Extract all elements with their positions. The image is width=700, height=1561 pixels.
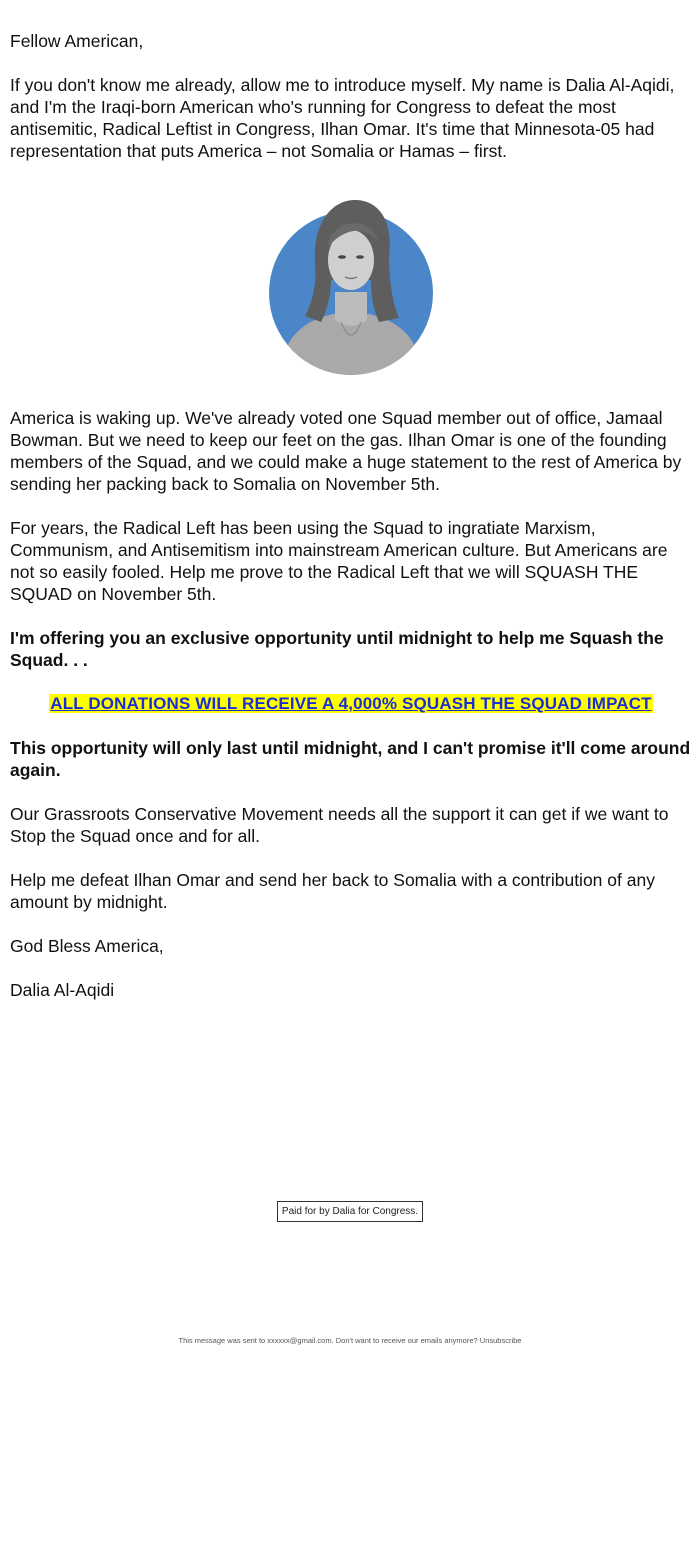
grassroots-paragraph: Our Grassroots Conservative Movement needs all the support it can get if we want to Stop the Squad once and for all. [10,804,669,846]
unsubscribe-link[interactable]: Unsubscribe [479,1336,522,1345]
sent-notice-text: This message was sent to xxxxxx@gmail.com. Don't want to receive our emails anymore? [178,1336,478,1345]
email-body [10,30,692,1023]
candidate-portrait [269,196,433,376]
donation-cta-container [10,693,692,715]
exclusive-offer-text: I'm offering you an exclusive opportunity until midnight to help me Squash the Squad. . . [10,628,664,670]
signoff: God Bless America, [10,936,164,956]
footer-notice [0,1336,700,1346]
greeting: Fellow American, [10,31,144,51]
contribution-paragraph: Help me defeat Ilhan Omar and send her back to Somalia with a contribution of any amount by midnight. [10,870,655,912]
waking-up-paragraph: America is waking up. We've already voted one Squad member out of office, Jamaal Bowman. But we need to keep our feet on the gas. Ilhan Omar is one of the founding members of the Squad, and we could make a huge statement to the rest of America by sending her packing back to Somalia on November 5th. [10,408,682,494]
radical-left-paragraph: For years, the Radical Left has been using the Squad to ingratiate Marxism, Communism, and Antisemitism into mainstream American culture. But Americans are not so easily fooled. Help me prove to the Radical Left that we will SQUASH THE SQUAD on November 5th. [10,518,668,604]
paid-for-disclaimer: Paid for by Dalia for Congress. [277,1201,423,1222]
donation-cta-link[interactable]: ALL DONATIONS WILL RECEIVE A 4,000% SQUASH THE SQUAD IMPACT [50,694,652,713]
deadline-text: This opportunity will only last until midnight, and I can't promise it'll come around again. [10,738,691,780]
signature: Dalia Al-Aqidi [10,980,115,1000]
portrait-container [10,196,692,376]
intro-paragraph: If you don't know me already, allow me to introduce myself. My name is Dalia Al-Aqidi, and I'm the Iraqi-born American who's running for Congress to defeat the most antisemitic, Radical Leftist in Congress, Ilhan Omar. It's time that Minnesota-05 had representation that puts America – not Somalia or Hamas – first. [10,75,675,161]
